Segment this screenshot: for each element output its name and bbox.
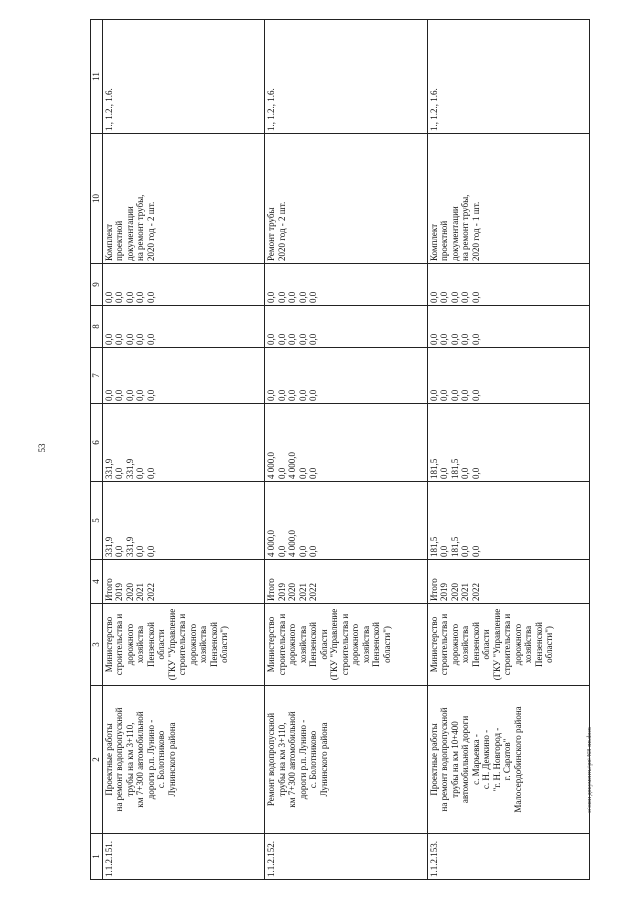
funding-col-7-value: 0,0 bbox=[460, 389, 470, 401]
funding-col-9-value: 0,0 bbox=[449, 291, 460, 303]
header-col-11: 11 bbox=[91, 20, 103, 134]
funding-col-7-value: 0,0 bbox=[470, 389, 481, 401]
funding-col-6-value: 331,9 bbox=[124, 458, 135, 479]
funding-col-8-value: 0,0 bbox=[266, 333, 276, 345]
years-value: Итого bbox=[103, 578, 114, 601]
funding-col-6-value: 0,0 bbox=[114, 467, 124, 479]
page-number: 53 bbox=[37, 443, 47, 453]
table-body bbox=[102, 20, 590, 880]
years-value: Итого bbox=[428, 578, 439, 601]
funding-col-7-value: 0,0 bbox=[439, 389, 449, 401]
funding-total-value: 0,0 bbox=[135, 545, 145, 557]
header-col-8: 8 bbox=[91, 306, 103, 348]
funding-col-9-value: 0,0 bbox=[428, 291, 439, 303]
indicator-ref: 1., 1.2., 1.6. bbox=[102, 20, 265, 134]
funding-col-9-value: 0,0 bbox=[439, 291, 449, 303]
funding-col-8-value: 0,0 bbox=[135, 333, 145, 345]
funding-col-7 bbox=[265, 348, 428, 404]
funding-col-7-value: 0,0 bbox=[297, 389, 308, 401]
header-col-4: 4 bbox=[91, 560, 103, 604]
funding-col-6-value: 0,0 bbox=[297, 467, 308, 479]
years-value: 2021 bbox=[135, 583, 145, 601]
funding-col-7-value: 0,0 bbox=[276, 389, 287, 401]
funding-col-9 bbox=[102, 264, 265, 306]
funding-col-7 bbox=[102, 348, 265, 404]
funding-col-6 bbox=[427, 404, 590, 482]
executor: Министерство строительства и дорожного хозяйства Пензенской области (ГКУ "Управление строительства и дорожного хозяйства Пензенской области") bbox=[427, 604, 590, 686]
funding-total bbox=[427, 482, 590, 560]
funding-total-value: 331,9 bbox=[124, 536, 135, 557]
years bbox=[265, 560, 428, 604]
funding-col-6-value: 0,0 bbox=[276, 467, 287, 479]
funding-col-7-value: 0,0 bbox=[287, 389, 297, 401]
funding-col-7-value: 0,0 bbox=[114, 389, 124, 401]
funding-col-6 bbox=[265, 404, 428, 482]
funding-col-9 bbox=[265, 264, 428, 306]
funding-total-value: 0,0 bbox=[114, 545, 124, 557]
years bbox=[102, 560, 265, 604]
funding-total-value: 0,0 bbox=[297, 545, 308, 557]
header-col-3: 3 bbox=[91, 604, 103, 686]
funding-col-9-value: 0,0 bbox=[308, 291, 318, 303]
table-row bbox=[427, 20, 590, 880]
table-header bbox=[91, 20, 103, 880]
funding-col-8-value: 0,0 bbox=[449, 333, 460, 345]
years-value: 2020 bbox=[124, 583, 135, 601]
funding-col-7 bbox=[427, 348, 590, 404]
funding-col-6-value: 0,0 bbox=[308, 467, 318, 479]
funding-col-6-value: 0,0 bbox=[460, 467, 470, 479]
funding-total-value: 181,5 bbox=[449, 536, 460, 557]
funding-col-6-value: 0,0 bbox=[145, 467, 156, 479]
funding-col-8-value: 0,0 bbox=[308, 333, 318, 345]
funding-col-8-value: 0,0 bbox=[428, 333, 439, 345]
funding-col-6-value: 181,5 bbox=[449, 458, 460, 479]
years-value: 2019 bbox=[439, 583, 449, 601]
funding-col-6-value: 0,0 bbox=[135, 467, 145, 479]
funding-total bbox=[265, 482, 428, 560]
executor: Министерство строительства и дорожного хозяйства Пензенской области (ГКУ "Управление строительства и дорожного хозяйства Пензенской области") bbox=[265, 604, 428, 686]
funding-col-7-value: 0,0 bbox=[103, 389, 114, 401]
years bbox=[427, 560, 590, 604]
funding-total-value: 181,5 bbox=[428, 536, 439, 557]
funding-col-7-value: 0,0 bbox=[135, 389, 145, 401]
funding-col-8-value: 0,0 bbox=[276, 333, 287, 345]
funding-col-9-value: 0,0 bbox=[135, 291, 145, 303]
funding-col-7-value: 0,0 bbox=[145, 389, 156, 401]
table-row bbox=[265, 20, 428, 880]
row-number: 1.1.2.151. bbox=[102, 834, 265, 880]
funding-col-8-value: 0,0 bbox=[114, 333, 124, 345]
header-col-9: 9 bbox=[91, 264, 103, 306]
activity-name: Проектные работы на ремонт водопропускной трубы на км 10+400 автомобильной дороги с. Марьевка - с. Н. Демкино - "г. Н. Новгород - г. Саратов" Малосердобинского района bbox=[427, 686, 590, 834]
funding-col-9-value: 0,0 bbox=[460, 291, 470, 303]
funding-col-6-value: 331,9 bbox=[103, 458, 114, 479]
funding-col-8-value: 0,0 bbox=[297, 333, 308, 345]
funding-col-7-value: 0,0 bbox=[428, 389, 439, 401]
funding-col-9-value: 0,0 bbox=[287, 291, 297, 303]
funding-total-value: 0,0 bbox=[460, 545, 470, 557]
activity-name: Ремонт водопропускной трубы на км 3+110, км 7+300 автомобильной дороги р.п. Лунино - с. Болотниково Лунинского района bbox=[265, 686, 428, 834]
funding-total-value: 331,9 bbox=[103, 536, 114, 557]
header-col-1: 1 bbox=[91, 834, 103, 880]
header-col-10: 10 bbox=[91, 134, 103, 264]
funding-col-8-value: 0,0 bbox=[460, 333, 470, 345]
funding-col-6-value: 181,5 bbox=[428, 458, 439, 479]
years-value: 2020 bbox=[449, 583, 460, 601]
expected-result: Комплект проектной документации на ремонт трубы, 2020 год - 1 шт. bbox=[427, 134, 590, 264]
funding-col-7-value: 0,0 bbox=[308, 389, 318, 401]
years-value: 2022 bbox=[145, 583, 156, 601]
footer-file-path: c:\мои документы\рп\468-пп.docx bbox=[587, 727, 593, 813]
funding-total-value: 0,0 bbox=[439, 545, 449, 557]
years-value: 2019 bbox=[276, 583, 287, 601]
funding-total-value: 4 000,0 bbox=[287, 530, 297, 557]
rotated-table-sheet bbox=[90, 20, 590, 880]
funding-col-8 bbox=[102, 306, 265, 348]
funding-col-8-value: 0,0 bbox=[145, 333, 156, 345]
header-col-7: 7 bbox=[91, 348, 103, 404]
funding-col-8 bbox=[265, 306, 428, 348]
row-number: 1.1.2.152. bbox=[265, 834, 428, 880]
indicator-ref: 1., 1.2., 1.6. bbox=[427, 20, 590, 134]
funding-col-9-value: 0,0 bbox=[276, 291, 287, 303]
years-value: 2022 bbox=[308, 583, 318, 601]
table-row bbox=[102, 20, 265, 880]
funding-col-7-value: 0,0 bbox=[449, 389, 460, 401]
funding-col-8-value: 0,0 bbox=[439, 333, 449, 345]
funding-col-9 bbox=[427, 264, 590, 306]
funding-col-9-value: 0,0 bbox=[145, 291, 156, 303]
header-col-6: 6 bbox=[91, 404, 103, 482]
funding-col-8-value: 0,0 bbox=[470, 333, 481, 345]
funding-col-6-value: 0,0 bbox=[439, 467, 449, 479]
funding-total-value: 0,0 bbox=[145, 545, 156, 557]
funding-col-6-value: 0,0 bbox=[470, 467, 481, 479]
program-activities-table bbox=[90, 19, 590, 880]
funding-col-7-value: 0,0 bbox=[266, 389, 276, 401]
years-value: 2021 bbox=[297, 583, 308, 601]
indicator-ref: 1., 1.2., 1.6. bbox=[265, 20, 428, 134]
funding-total bbox=[102, 482, 265, 560]
executor: Министерство строительства и дорожного хозяйства Пензенской области (ГКУ "Управление строительства и дорожного хозяйства Пензенской области") bbox=[102, 604, 265, 686]
funding-col-8-value: 0,0 bbox=[287, 333, 297, 345]
funding-total-value: 0,0 bbox=[470, 545, 481, 557]
funding-col-8 bbox=[427, 306, 590, 348]
row-number: 1.1.2.153. bbox=[427, 834, 590, 880]
funding-col-9-value: 0,0 bbox=[297, 291, 308, 303]
header-col-2: 2 bbox=[91, 686, 103, 834]
expected-result: Ремонт трубы 2020 год - 2 шт. bbox=[265, 134, 428, 264]
funding-col-6 bbox=[102, 404, 265, 482]
years-value: 2019 bbox=[114, 583, 124, 601]
activity-name: Проектные работы на ремонт водопропускной трубы на км 3+110, км 7+300 автомобильной дороги р.п. Лунино - с. Болотниково Лунинского района bbox=[102, 686, 265, 834]
funding-col-9-value: 0,0 bbox=[266, 291, 276, 303]
funding-total-value: 0,0 bbox=[308, 545, 318, 557]
years-value: Итого bbox=[266, 578, 276, 601]
funding-total-value: 4 000,0 bbox=[266, 530, 276, 557]
funding-col-9-value: 0,0 bbox=[124, 291, 135, 303]
funding-col-8-value: 0,0 bbox=[124, 333, 135, 345]
funding-col-9-value: 0,0 bbox=[114, 291, 124, 303]
funding-total-value: 0,0 bbox=[276, 545, 287, 557]
funding-col-6-value: 4 000,0 bbox=[287, 452, 297, 479]
expected-result: Комплект проектной документации на ремонт трубы, 2020 год - 2 шт. bbox=[102, 134, 265, 264]
header-col-5: 5 bbox=[91, 482, 103, 560]
years-value: 2021 bbox=[460, 583, 470, 601]
funding-col-6-value: 4 000,0 bbox=[266, 452, 276, 479]
rotated-table-frame bbox=[90, 20, 590, 880]
years-value: 2022 bbox=[470, 583, 481, 601]
years-value: 2020 bbox=[287, 583, 297, 601]
funding-col-7-value: 0,0 bbox=[124, 389, 135, 401]
funding-col-9-value: 0,0 bbox=[470, 291, 481, 303]
funding-col-9-value: 0,0 bbox=[103, 291, 114, 303]
funding-col-8-value: 0,0 bbox=[103, 333, 114, 345]
